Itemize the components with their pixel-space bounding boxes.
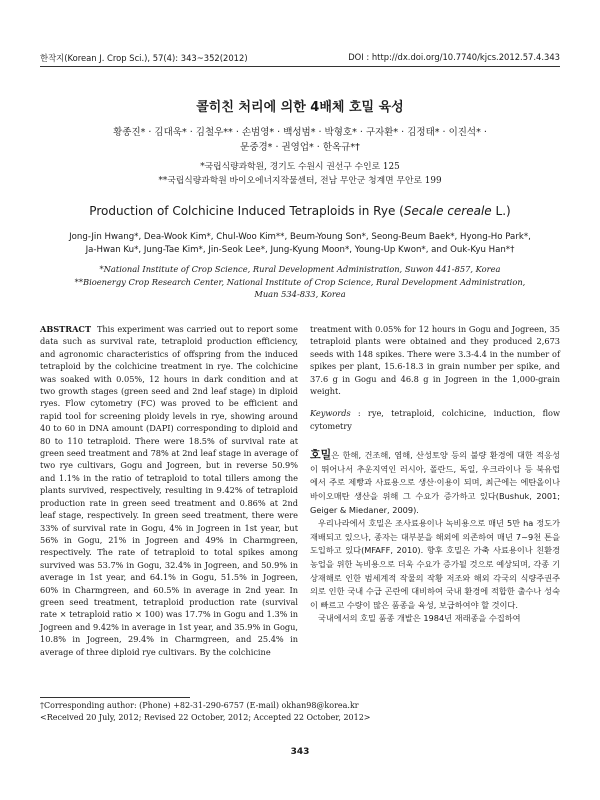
intro-paragraph-1 xyxy=(310,448,560,517)
korean-affiliation-2: **국립식량과학원 바이오에너지작물센터, 전남 무안군 청계면 무안로 199 xyxy=(158,176,442,186)
intro-first-word: 호밀 xyxy=(310,448,332,462)
english-title xyxy=(0,204,600,218)
intro-paragraph-3: 국내에서의 호밀 품종 개발은 1984년 재래종을 수집하여 xyxy=(318,613,521,624)
abstract-column-right xyxy=(310,323,560,626)
received-dates-note: <Received 20 July, 2012; Revised 22 October, 2012; Accepted 22 October, 2012> xyxy=(40,713,371,722)
header-rule xyxy=(40,66,560,67)
english-authors-line-2: Ja-Hwan Ku*, Jung-Tae Kim*, Jin-Seok Lee*, Jung-Kyung Moon*, Young-Up Kwon*, and Ouk-Kyu Han*† xyxy=(85,245,515,255)
korean-introduction xyxy=(310,448,560,626)
english-affiliation-2: **Bioenergy Crop Research Center, National Institute of Crop Science, Rural Development Administration, xyxy=(74,276,526,287)
english-title-tail: L.) xyxy=(491,204,511,218)
page-number: 343 xyxy=(290,747,310,757)
english-title-species: Secale cereale xyxy=(403,204,492,218)
english-authors xyxy=(60,231,540,257)
running-header xyxy=(40,52,560,64)
keywords-text: : rye, tetraploid, colchicine, induction, flow cytometry xyxy=(310,408,560,431)
keywords-label: Keywords xyxy=(310,408,351,419)
korean-affiliation-1: *국립식량과학원, 경기도 수원시 권선구 수인로 125 xyxy=(200,162,400,172)
doi-link[interactable]: DOI : http://dx.doi.org/10.7740/kjcs.2012.57.4.343 xyxy=(348,52,560,62)
intro-paragraph-2: 우리나라에서 호밀은 조사료용이나 녹비용으로 매년 5만 ha 정도가 재배되고 있으나, 종자는 대부분을 해외에 의존하여 매년 7~9천 톤을 도입하고 있다(MFAFF, 2010). 향후 호밀은 가축 사료용이나 친환경농업을 위한 녹비용으로 더욱 수요가 증가될 것으로 예상되며, 각종 기상재해로 인한 범세계적 작물의 작황 저조와 해외 각국의 식량주권주의로 인한 국내 수급 곤란에 대비하여 국내 환경에 적합한 출수나 성숙이 빠르고 수량이 많은 품종을 육성, 보급하여야 할 것이다. xyxy=(310,518,560,610)
corresponding-author-note: †Corresponding author: (Phone) +82-31-290-6757 (E-mail) okhan98@korea.kr xyxy=(40,701,359,710)
keywords xyxy=(310,407,560,432)
english-affiliations xyxy=(60,263,540,301)
korean-authors-line-2: 문중경* · 권영업* · 한옥규*† xyxy=(240,142,360,153)
footnotes xyxy=(40,700,560,724)
abstract-column-left xyxy=(40,323,298,658)
english-affiliation-1: *National Institute of Crop Science, Rural Development Administration, Suwon 441-857, Korea xyxy=(99,264,501,274)
korean-title: 콜히친 처리에 의한 4배체 호밀 육성 xyxy=(196,100,404,115)
intro-paragraph-1-text: 은 한해, 건조해, 염해, 산성토양 등의 불량 환경에 대한 적응성이 뛰어나서 추운지역인 러시아, 폴란드, 독일, 우크라이나 등 북유럽에서 주로 제빵과 사료용으로 생산·이용이 되며, 최근에는 에탄올이나 바이오매탄 생산을 위해 그 수요가 증가하고 있다(Bushuk, 2001; Geiger & Miedaner, 2009). xyxy=(310,450,560,515)
korean-affiliations xyxy=(60,160,540,188)
english-affiliation-3: Muan 534-833, Korea xyxy=(254,289,346,299)
abstract-text-right: treatment with 0.05% for 12 hours in Gogu and Jogreen, 35 tetraploid plants were obtained and they produced 2,673 seeds with 148 spikes. There were 3.3-4.4 in the number of spikes per plant, 15.6-18.3 in grain number per spike, and 37.6 g in Gogu and 46.8 g in Jogreen in the 1,000-grain weight. xyxy=(310,324,560,397)
korean-authors xyxy=(60,125,540,155)
journal-citation: 한작지(Korean J. Crop Sci.), 57(4): 343~352(2012) xyxy=(40,53,248,63)
english-authors-line-1: Jong-Jin Hwang*, Dea-Wook Kim*, Chul-Woo Kim**, Beum-Young Son*, Seong-Beum Baek*, Hyong-Ho Park*, xyxy=(69,232,531,242)
abstract-heading: ABSTRACT xyxy=(40,324,92,334)
korean-authors-line-1: 황종진* · 김대욱* · 김철우** · 손범영* · 백성범* · 박형호* · 구자환* · 김정태* · 이진석* · xyxy=(113,127,487,138)
english-title-main: Production of Colchicine Induced Tetraploids in Rye ( xyxy=(89,204,404,218)
footnote-rule xyxy=(40,697,190,698)
abstract-text-left: This experiment was carried out to report some data such as survival rate, tetraploid production efficiency, and agronomic characteristics of offspring from the induced tetraploid by the colchicine treatment in rye. The colchicine was soaked with 0.05%, 12 hours in dark condition and at two growth stages (green seed and 2nd leaf stage) in diploid ryes. Flow cytometry (FC) was proved to be efficient and rapid tool for screening ploidy levels in rye, showing around 40 to 60 in DNA amount (DAPI) corresponding to diploid and 80 to 110 tetraploid. There were 18.5% of survival rate at green seed treatment and 78% at 2nd leaf stage in average of two rye cultivars, Gogu and Jogreen, but in reverse 50.9% and 1.1% in the ratio of tetraploid to total tillers among the plants survived, respectively, resulting in 9.42% of tetraploid production rate in green seed treatment and 0.86% at 2nd leaf stage, respectively. In green seed treatment, there were 33% of survival rate in Gogu, 4% in Jogreen in 1st year, but 56% in Gogu, 21% in Jogreen and 49% in Charmgreen, respectively. The rate of tetraploid to total spikes among survived was 53.7% in Gogu, 32.4% in Jogreen, and 50.9% in average in 1st year, and 64.1% in Gogu, 51.5% in Jogreen, 60% in Charmgreen, and 60.5% in average in 2nd year. In green seed treatment, tetraploid production rate (survival rate × tetraploid ratio × 100) was 17.7% in Gogu and 1.3% in Jogreen and 9.42% in average in 1st year, and 35.9% in Gogu, 10.8% in Jogreen, 29.4% in Charmgreen, and 25.4% in average of three diploid rye cultivars. By the colchicine xyxy=(40,324,298,657)
